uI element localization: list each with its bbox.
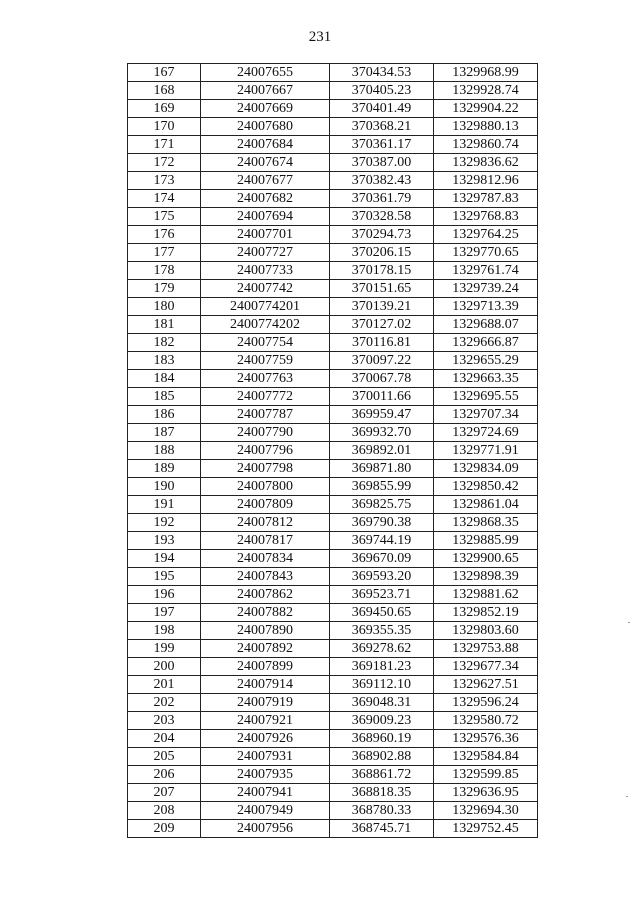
- table-row: [128, 118, 538, 136]
- x-coordinate-cell: 369670.09: [330, 550, 434, 568]
- y-coordinate-cell: 1329677.34: [434, 658, 538, 676]
- y-coordinate-cell: 1329852.19: [434, 604, 538, 622]
- table-row: [128, 280, 538, 298]
- point-number-cell: 197: [128, 604, 201, 622]
- point-id-cell: 24007817: [201, 532, 330, 550]
- point-number-cell: 204: [128, 730, 201, 748]
- point-number-cell: 193: [128, 532, 201, 550]
- table-row: [128, 226, 538, 244]
- point-id-cell: 24007919: [201, 694, 330, 712]
- point-id-cell: 24007949: [201, 802, 330, 820]
- x-coordinate-cell: 370401.49: [330, 100, 434, 118]
- x-coordinate-cell: 370011.66: [330, 388, 434, 406]
- y-coordinate-cell: 1329900.65: [434, 550, 538, 568]
- table-row: [128, 316, 538, 334]
- x-coordinate-cell: 370294.73: [330, 226, 434, 244]
- x-coordinate-cell: 369593.20: [330, 568, 434, 586]
- x-coordinate-cell: 368902.88: [330, 748, 434, 766]
- y-coordinate-cell: 1329885.99: [434, 532, 538, 550]
- x-coordinate-cell: 370361.79: [330, 190, 434, 208]
- point-number-cell: 174: [128, 190, 201, 208]
- table-row: [128, 640, 538, 658]
- x-coordinate-cell: 369855.99: [330, 478, 434, 496]
- y-coordinate-cell: 1329713.39: [434, 298, 538, 316]
- point-number-cell: 190: [128, 478, 201, 496]
- y-coordinate-cell: 1329768.83: [434, 208, 538, 226]
- point-id-cell: 24007809: [201, 496, 330, 514]
- table-row: [128, 334, 538, 352]
- point-number-cell: 176: [128, 226, 201, 244]
- table-row: [128, 100, 538, 118]
- point-id-cell: 24007674: [201, 154, 330, 172]
- x-coordinate-cell: 369278.62: [330, 640, 434, 658]
- point-id-cell: 24007680: [201, 118, 330, 136]
- y-coordinate-cell: 1329928.74: [434, 82, 538, 100]
- table-row: [128, 532, 538, 550]
- point-number-cell: 202: [128, 694, 201, 712]
- x-coordinate-cell: 369009.23: [330, 712, 434, 730]
- y-coordinate-cell: 1329694.30: [434, 802, 538, 820]
- table-row: [128, 442, 538, 460]
- y-coordinate-cell: 1329968.99: [434, 64, 538, 82]
- point-number-cell: 205: [128, 748, 201, 766]
- x-coordinate-cell: 368745.71: [330, 820, 434, 838]
- x-coordinate-cell: 370067.78: [330, 370, 434, 388]
- point-id-cell: 24007921: [201, 712, 330, 730]
- point-number-cell: 171: [128, 136, 201, 154]
- table-row: [128, 172, 538, 190]
- table-row: [128, 244, 538, 262]
- x-coordinate-cell: 370405.23: [330, 82, 434, 100]
- x-coordinate-cell: 368780.33: [330, 802, 434, 820]
- y-coordinate-cell: 1329898.39: [434, 568, 538, 586]
- point-number-cell: 168: [128, 82, 201, 100]
- point-id-cell: 24007843: [201, 568, 330, 586]
- y-coordinate-cell: 1329695.55: [434, 388, 538, 406]
- table-row: [128, 604, 538, 622]
- table-row: [128, 730, 538, 748]
- table-row: [128, 460, 538, 478]
- point-number-cell: 184: [128, 370, 201, 388]
- point-id-cell: 24007899: [201, 658, 330, 676]
- table-row: [128, 748, 538, 766]
- point-number-cell: 206: [128, 766, 201, 784]
- scan-speck: [626, 796, 628, 797]
- scan-speck: [628, 622, 630, 623]
- x-coordinate-cell: 370328.58: [330, 208, 434, 226]
- point-id-cell: 24007727: [201, 244, 330, 262]
- point-number-cell: 209: [128, 820, 201, 838]
- point-number-cell: 208: [128, 802, 201, 820]
- y-coordinate-cell: 1329834.09: [434, 460, 538, 478]
- x-coordinate-cell: 370178.15: [330, 262, 434, 280]
- point-number-cell: 198: [128, 622, 201, 640]
- x-coordinate-cell: 369744.19: [330, 532, 434, 550]
- page-number: 231: [308, 29, 332, 45]
- point-id-cell: 24007667: [201, 82, 330, 100]
- point-number-cell: 194: [128, 550, 201, 568]
- y-coordinate-cell: 1329707.34: [434, 406, 538, 424]
- y-coordinate-cell: 1329803.60: [434, 622, 538, 640]
- y-coordinate-cell: 1329753.88: [434, 640, 538, 658]
- x-coordinate-cell: 369112.10: [330, 676, 434, 694]
- point-number-cell: 203: [128, 712, 201, 730]
- point-number-cell: 196: [128, 586, 201, 604]
- y-coordinate-cell: 1329663.35: [434, 370, 538, 388]
- x-coordinate-cell: 369450.65: [330, 604, 434, 622]
- y-coordinate-cell: 1329761.74: [434, 262, 538, 280]
- point-id-cell: 24007796: [201, 442, 330, 460]
- point-number-cell: 191: [128, 496, 201, 514]
- point-number-cell: 172: [128, 154, 201, 172]
- y-coordinate-cell: 1329752.45: [434, 820, 538, 838]
- point-id-cell: 2400774202: [201, 316, 330, 334]
- x-coordinate-cell: 370127.02: [330, 316, 434, 334]
- x-coordinate-cell: 369959.47: [330, 406, 434, 424]
- point-number-cell: 177: [128, 244, 201, 262]
- table-row: [128, 370, 538, 388]
- x-coordinate-cell: 369790.38: [330, 514, 434, 532]
- point-id-cell: 24007834: [201, 550, 330, 568]
- y-coordinate-cell: 1329771.91: [434, 442, 538, 460]
- point-number-cell: 187: [128, 424, 201, 442]
- point-id-cell: 24007684: [201, 136, 330, 154]
- point-id-cell: 2400774201: [201, 298, 330, 316]
- point-id-cell: 24007669: [201, 100, 330, 118]
- x-coordinate-cell: 370387.00: [330, 154, 434, 172]
- point-id-cell: 24007694: [201, 208, 330, 226]
- point-number-cell: 173: [128, 172, 201, 190]
- point-number-cell: 207: [128, 784, 201, 802]
- table-row: [128, 64, 538, 82]
- point-id-cell: 24007926: [201, 730, 330, 748]
- table-row: [128, 406, 538, 424]
- point-number-cell: 181: [128, 316, 201, 334]
- table-row: [128, 658, 538, 676]
- table-row: [128, 298, 538, 316]
- point-id-cell: 24007931: [201, 748, 330, 766]
- point-id-cell: 24007798: [201, 460, 330, 478]
- point-number-cell: 201: [128, 676, 201, 694]
- point-id-cell: 24007914: [201, 676, 330, 694]
- table-row: [128, 550, 538, 568]
- point-number-cell: 169: [128, 100, 201, 118]
- x-coordinate-cell: 369355.35: [330, 622, 434, 640]
- table-row: [128, 190, 538, 208]
- point-id-cell: 24007890: [201, 622, 330, 640]
- y-coordinate-cell: 1329636.95: [434, 784, 538, 802]
- y-coordinate-cell: 1329599.85: [434, 766, 538, 784]
- coordinates-table: [127, 63, 538, 838]
- x-coordinate-cell: 369523.71: [330, 586, 434, 604]
- x-coordinate-cell: 369825.75: [330, 496, 434, 514]
- y-coordinate-cell: 1329576.36: [434, 730, 538, 748]
- y-coordinate-cell: 1329770.65: [434, 244, 538, 262]
- x-coordinate-cell: 369181.23: [330, 658, 434, 676]
- y-coordinate-cell: 1329584.84: [434, 748, 538, 766]
- y-coordinate-cell: 1329836.62: [434, 154, 538, 172]
- table-row: [128, 712, 538, 730]
- table-row: [128, 262, 538, 280]
- x-coordinate-cell: 370434.53: [330, 64, 434, 82]
- y-coordinate-cell: 1329724.69: [434, 424, 538, 442]
- point-id-cell: 24007787: [201, 406, 330, 424]
- x-coordinate-cell: 370368.21: [330, 118, 434, 136]
- y-coordinate-cell: 1329868.35: [434, 514, 538, 532]
- table-row: [128, 496, 538, 514]
- x-coordinate-cell: 370206.15: [330, 244, 434, 262]
- x-coordinate-cell: 368861.72: [330, 766, 434, 784]
- point-number-cell: 189: [128, 460, 201, 478]
- point-id-cell: 24007800: [201, 478, 330, 496]
- y-coordinate-cell: 1329904.22: [434, 100, 538, 118]
- table-row: [128, 352, 538, 370]
- y-coordinate-cell: 1329850.42: [434, 478, 538, 496]
- point-id-cell: 24007772: [201, 388, 330, 406]
- point-number-cell: 183: [128, 352, 201, 370]
- table-row: [128, 82, 538, 100]
- x-coordinate-cell: 370151.65: [330, 280, 434, 298]
- point-number-cell: 182: [128, 334, 201, 352]
- y-coordinate-cell: 1329860.74: [434, 136, 538, 154]
- point-id-cell: 24007956: [201, 820, 330, 838]
- table-row: [128, 622, 538, 640]
- x-coordinate-cell: 370116.81: [330, 334, 434, 352]
- point-number-cell: 167: [128, 64, 201, 82]
- point-number-cell: 175: [128, 208, 201, 226]
- y-coordinate-cell: 1329861.04: [434, 496, 538, 514]
- point-id-cell: 24007882: [201, 604, 330, 622]
- table-row: [128, 154, 538, 172]
- table-row: [128, 820, 538, 838]
- table-row: [128, 766, 538, 784]
- point-id-cell: 24007655: [201, 64, 330, 82]
- point-id-cell: 24007892: [201, 640, 330, 658]
- table-row: [128, 136, 538, 154]
- x-coordinate-cell: 369871.80: [330, 460, 434, 478]
- x-coordinate-cell: 368818.35: [330, 784, 434, 802]
- y-coordinate-cell: 1329666.87: [434, 334, 538, 352]
- point-number-cell: 186: [128, 406, 201, 424]
- y-coordinate-cell: 1329627.51: [434, 676, 538, 694]
- table-row: [128, 478, 538, 496]
- point-id-cell: 24007763: [201, 370, 330, 388]
- point-id-cell: 24007790: [201, 424, 330, 442]
- table-row: [128, 676, 538, 694]
- point-number-cell: 188: [128, 442, 201, 460]
- y-coordinate-cell: 1329787.83: [434, 190, 538, 208]
- point-id-cell: 24007742: [201, 280, 330, 298]
- y-coordinate-cell: 1329764.25: [434, 226, 538, 244]
- table-row: [128, 784, 538, 802]
- point-id-cell: 24007759: [201, 352, 330, 370]
- point-number-cell: 170: [128, 118, 201, 136]
- point-id-cell: 24007677: [201, 172, 330, 190]
- point-number-cell: 192: [128, 514, 201, 532]
- point-number-cell: 195: [128, 568, 201, 586]
- table-row: [128, 424, 538, 442]
- point-id-cell: 24007812: [201, 514, 330, 532]
- x-coordinate-cell: 370139.21: [330, 298, 434, 316]
- x-coordinate-cell: 368960.19: [330, 730, 434, 748]
- point-id-cell: 24007754: [201, 334, 330, 352]
- point-number-cell: 179: [128, 280, 201, 298]
- x-coordinate-cell: 370361.17: [330, 136, 434, 154]
- y-coordinate-cell: 1329655.29: [434, 352, 538, 370]
- table-row: [128, 802, 538, 820]
- point-number-cell: 180: [128, 298, 201, 316]
- y-coordinate-cell: 1329880.13: [434, 118, 538, 136]
- x-coordinate-cell: 369048.31: [330, 694, 434, 712]
- x-coordinate-cell: 369892.01: [330, 442, 434, 460]
- point-number-cell: 178: [128, 262, 201, 280]
- y-coordinate-cell: 1329580.72: [434, 712, 538, 730]
- y-coordinate-cell: 1329739.24: [434, 280, 538, 298]
- y-coordinate-cell: 1329881.62: [434, 586, 538, 604]
- y-coordinate-cell: 1329812.96: [434, 172, 538, 190]
- coordinates-table-body: [128, 64, 538, 838]
- point-number-cell: 200: [128, 658, 201, 676]
- x-coordinate-cell: 370382.43: [330, 172, 434, 190]
- point-id-cell: 24007941: [201, 784, 330, 802]
- table-row: [128, 514, 538, 532]
- x-coordinate-cell: 369932.70: [330, 424, 434, 442]
- point-id-cell: 24007701: [201, 226, 330, 244]
- point-id-cell: 24007862: [201, 586, 330, 604]
- point-id-cell: 24007682: [201, 190, 330, 208]
- x-coordinate-cell: 370097.22: [330, 352, 434, 370]
- y-coordinate-cell: 1329688.07: [434, 316, 538, 334]
- point-number-cell: 199: [128, 640, 201, 658]
- table-row: [128, 208, 538, 226]
- table-row: [128, 694, 538, 712]
- y-coordinate-cell: 1329596.24: [434, 694, 538, 712]
- table-row: [128, 568, 538, 586]
- point-id-cell: 24007733: [201, 262, 330, 280]
- point-number-cell: 185: [128, 388, 201, 406]
- table-row: [128, 388, 538, 406]
- point-id-cell: 24007935: [201, 766, 330, 784]
- table-row: [128, 586, 538, 604]
